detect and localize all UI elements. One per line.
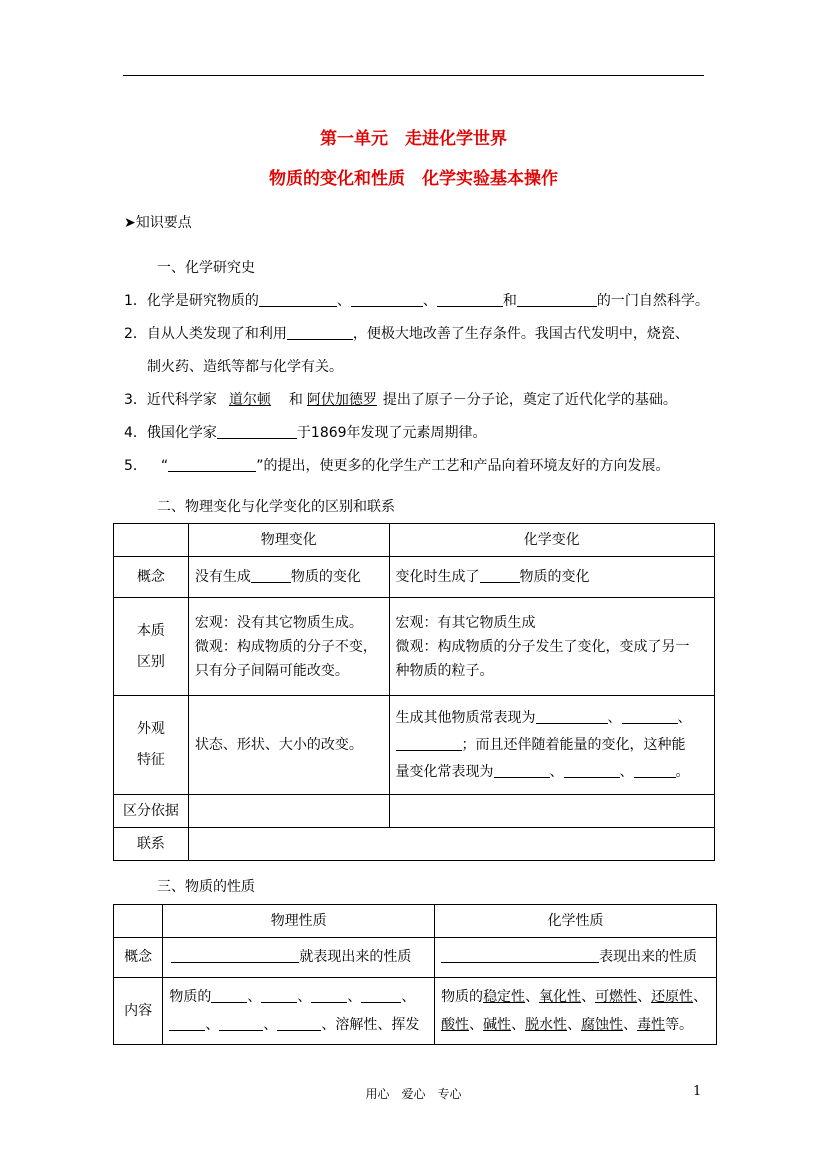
column-header-chemical: 化学变化 bbox=[389, 524, 714, 557]
fill-blank bbox=[351, 291, 423, 307]
fill-blank bbox=[277, 1015, 321, 1031]
fill-blank bbox=[251, 567, 291, 583]
page-footer: 用心 爱心 专心 bbox=[365, 1087, 462, 1101]
table-row bbox=[114, 978, 717, 1045]
column-header-physical: 物理变化 bbox=[188, 524, 389, 557]
table-row bbox=[114, 828, 715, 861]
cell-physical-property-concept: 就表现出来的性质 bbox=[163, 938, 435, 978]
fill-blank bbox=[480, 567, 520, 583]
cell-chemical-concept: 变化时生成了 物质的变化 bbox=[389, 557, 714, 598]
cell-empty bbox=[389, 795, 714, 828]
change-comparison-table bbox=[113, 523, 715, 861]
cell-chemical-appearance: 生成其他物质常表现为 、 、 ；而且还伴随着能量的变化，这种能 量变化常表现为 、 、 。 bbox=[389, 696, 714, 795]
fill-blank bbox=[287, 324, 353, 340]
property-table bbox=[113, 904, 717, 1045]
knowledge-heading: ➤知识要点 bbox=[124, 215, 192, 231]
row-label-appearance: 外观 特征 bbox=[114, 696, 189, 795]
fill-blank bbox=[217, 423, 297, 439]
header-rule bbox=[123, 75, 704, 76]
fill-blank bbox=[564, 762, 620, 778]
item-2: 2．自从人类发现了和利用 ，便极大地改善了生存条件。我国古代发明中，烧瓷、 bbox=[124, 326, 689, 342]
fill-blank bbox=[211, 987, 247, 1003]
cell-physical-concept: 没有生成 物质的变化 bbox=[188, 557, 389, 598]
table-row bbox=[114, 696, 715, 795]
row-label-essence: 本质 区别 bbox=[114, 598, 189, 696]
cell-empty bbox=[188, 795, 389, 828]
section2-heading: 二、物理变化与化学变化的区别和联系 bbox=[157, 499, 395, 515]
table-row bbox=[114, 938, 717, 978]
fill-blank bbox=[517, 291, 597, 307]
row-label-basis: 区分依据 bbox=[114, 795, 189, 828]
table-header-row bbox=[114, 905, 717, 938]
fill-blank bbox=[261, 987, 297, 1003]
fill-blank bbox=[622, 708, 678, 724]
section3-heading: 三、物质的性质 bbox=[157, 879, 255, 895]
page-subtitle: 物质的变化和性质 化学实验基本操作 bbox=[269, 169, 558, 189]
row-label-concept: 概念 bbox=[114, 938, 163, 978]
fill-blank bbox=[171, 947, 299, 963]
cell-chemical-essence: 宏观：有其它物质生成 微观：构成物质的分子发生了变化，变成了另一 种物质的粒子。 bbox=[389, 598, 714, 696]
cell-physical-appearance: 状态、形状、大小的改变。 bbox=[188, 696, 389, 795]
row-label-content: 内容 bbox=[114, 978, 163, 1045]
table-header-row bbox=[114, 524, 715, 557]
row-label-link: 联系 bbox=[114, 828, 189, 861]
item-1: 1．化学是研究物质的 、 、 和 的一门自然科学。 bbox=[124, 293, 709, 309]
cell-physical-essence: 宏观：没有其它物质生成。 微观：构成物质的分子不变， 只有分子间隔可能改变。 bbox=[188, 598, 389, 696]
fill-blank bbox=[259, 291, 337, 307]
fill-blank bbox=[494, 762, 550, 778]
cell-empty bbox=[188, 828, 714, 861]
fill-blank bbox=[219, 1015, 263, 1031]
fill-blank bbox=[169, 1015, 205, 1031]
cell-chemical-property-content: 物质的稳定性、氧化性、可燃性、还原性、 酸性、碱性、脱水性、腐蚀性、毒性等。 bbox=[435, 978, 717, 1045]
column-header-physical-property: 物理性质 bbox=[163, 905, 435, 938]
page-title: 第一单元 走进化学世界 bbox=[320, 129, 507, 149]
fill-blank bbox=[441, 947, 599, 963]
item-2-continued: 制火药、造纸等都与化学有关。 bbox=[147, 359, 343, 375]
table-row bbox=[114, 795, 715, 828]
item-3: 3．近代科学家 道尔顿 和 阿伏加德罗 提出了原子－分子论，奠定了近代化学的基础。 bbox=[124, 392, 677, 408]
page-number: 1 bbox=[693, 1084, 702, 1099]
fill-blank bbox=[536, 708, 608, 724]
table-row bbox=[114, 557, 715, 598]
fill-blank bbox=[396, 735, 462, 751]
item-5: 5． “ ”的提出，使更多的化学生产工艺和产品向着环境友好的方向发展。 bbox=[124, 458, 670, 474]
fill-blank bbox=[311, 987, 347, 1003]
column-header-chemical-property: 化学性质 bbox=[435, 905, 717, 938]
fill-blank bbox=[437, 291, 503, 307]
fill-blank bbox=[168, 456, 256, 472]
item-4: 4．俄国化学家 于1869年发现了元素周期律。 bbox=[124, 425, 487, 441]
cell-chemical-property-concept: 表现出来的性质 bbox=[435, 938, 717, 978]
row-label-concept: 概念 bbox=[114, 557, 189, 598]
cell-physical-property-content: 物质的 、 、 、 、 、 、 、溶解性、挥发 bbox=[163, 978, 435, 1045]
fill-blank bbox=[634, 762, 676, 778]
table-row bbox=[114, 598, 715, 696]
fill-blank bbox=[361, 987, 401, 1003]
section1-heading: 一、化学研究史 bbox=[157, 260, 255, 276]
